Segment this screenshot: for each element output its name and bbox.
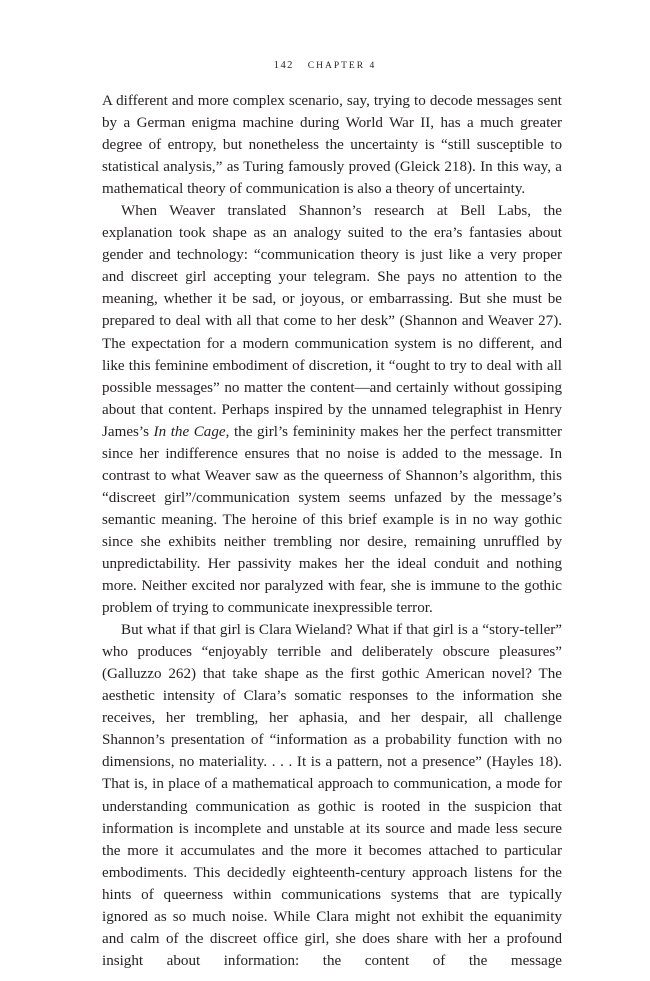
paragraph-2 [102,200,562,619]
paragraph-3 [102,619,562,972]
paragraph-1-text: A different and more complex scenario, say, trying to decode messages sent by a German enigma machine during World War II, has a much greater degree of entropy, but nonetheless the uncertainty is “still susceptible to statistical analysis,” as Turing famously proved (Gleick 218). In this way, a mathematical theory of communication is also a theory of uncertainty. [102,93,562,198]
chapter-label: CHAPTER 4 [307,61,377,71]
body-text [102,90,562,972]
paragraph-1 [102,90,562,200]
page-number: 142 [273,60,294,71]
paragraph-3-text: But what if that girl is Clara Wieland? What if that girl is a “story-teller” who produces “enjoyably terrible and deliberately obscure pleasures” (Galluzzo 262) that take shape as the first gothic American novel? The aesthetic intensity of Clara’s somatic responses to the information she receives, her trembling, her aphasia, and her despair, all challenge Shannon’s presentation of “information as a probability function with no dimensions, no materiality. . . . It is a pattern, not a presence” (Hayles 18). That is, in place of a mathematical approach to communication, a mode for understanding communication as gothic is rooted in the suspicion that information is incomplete and unstable at its source and made less secure the more it accumulates and the more it becomes attached to particular embodiments. This decidedly eighteenth-century approach listens for the hints of queerness within communications systems that are typically ignored as so much noise. While Clara might not exhibit the equanimity and calm of the discreet office girl, she does share with her a profound insight about information: the content of the message [102,622,562,969]
paragraph-2-text-b: , the girl’s femininity makes her the perfect transmitter since her indifference ensures that no noise is added to the message. In contrast to what Weaver saw as the queerness of Shannon’s algorithm, this “discreet girl”/communication system seems unfazed by the message’s semantic meaning. The heroine of this brief example is in no way gothic since she exhibits neither trembling nor desire, remaining unruffled by unpredictability. Her passivity makes her the ideal conduit and nothing more. Neither excited nor paralyzed with fear, she is immune to the gothic problem of trying to communicate inexpressible terror. [102,423,563,617]
book-title-in-the-cage: In the Cage [153,423,226,440]
running-head [0,60,650,71]
paragraph-2-text-a: When Weaver translated Shannon’s research at Bell Labs, the explanation took shape as an analogy suited to the era’s fantasies about gender and technology: “communication theory is just like a very proper and discreet girl accepting your telegram. She pays no attention to the meaning, whether it be sad, or joyous, or embarrassing. But she must be prepared to deal with all that come to her desk” (Shannon and Weaver 27). The expectation for a modern communication system is no different, and like this feminine embodiment of discretion, it “ought to try to deal with all possible messages” no matter the content—and certainly without gossiping about that content. Perhaps inspired by the unnamed telegraphist in Henry James’s [102,203,562,440]
